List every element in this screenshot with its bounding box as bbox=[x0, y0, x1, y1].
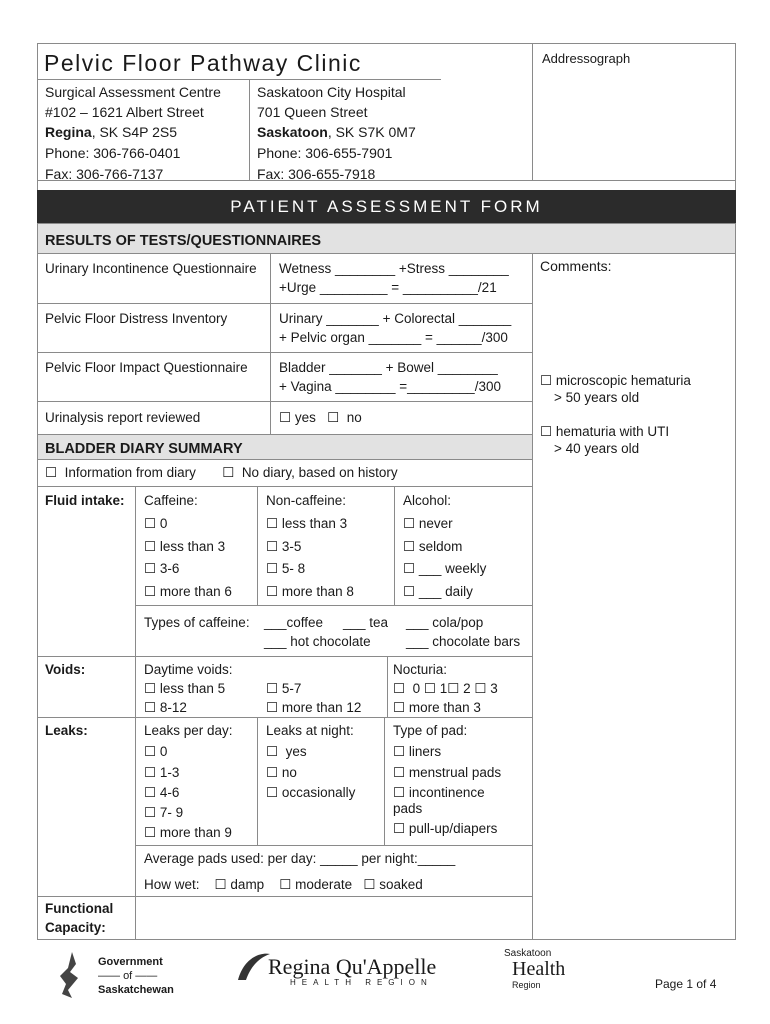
clinic-phone: Phone: 306-655-7901 bbox=[257, 145, 393, 161]
addressograph-label: Addressograph bbox=[542, 51, 631, 66]
option-label: damp bbox=[230, 877, 265, 892]
hematuria-microscopic-age: > 50 years old bbox=[554, 390, 640, 405]
rq-name: Regina Qu'Appelle bbox=[268, 954, 437, 979]
clinic-street: 701 Queen Street bbox=[257, 104, 368, 120]
option-label: more than 12 bbox=[281, 700, 362, 715]
nocturia-option[interactable]: ☐ more than 3 bbox=[393, 700, 481, 715]
alcohol-title: Alcohol: bbox=[403, 493, 452, 508]
type-hot-chocolate: ___ hot chocolate bbox=[264, 634, 371, 649]
page-title: Pelvic Floor Pathway Clinic bbox=[44, 50, 362, 76]
hematuria-microscopic bbox=[540, 372, 691, 389]
option-label: never bbox=[418, 516, 453, 531]
page-number: Page 1 of 4 bbox=[655, 977, 717, 991]
clinic-name: Surgical Assessment Centre bbox=[45, 84, 221, 100]
form-banner: PATIENT ASSESSMENT FORM bbox=[37, 190, 736, 223]
checkbox-damp[interactable]: ☐ bbox=[214, 877, 227, 892]
info-diary-label: Information from diary bbox=[64, 465, 196, 480]
option-label: seldom bbox=[418, 539, 463, 554]
option-label: 0 bbox=[159, 744, 168, 759]
nocturia-title: Nocturia: bbox=[393, 662, 448, 677]
daytime-option[interactable]: ☐ more than 12 bbox=[266, 700, 362, 715]
clinic-fax: Fax: 306-655-7918 bbox=[257, 166, 376, 182]
average-pads: Average pads used: per day: _____ per night:_____ bbox=[144, 851, 456, 866]
daytime-option[interactable]: ☐ 8-12 bbox=[144, 700, 187, 715]
gov-of: of bbox=[123, 970, 133, 982]
option-label: 0 bbox=[159, 516, 168, 531]
rq-subtitle: HEALTH REGION bbox=[290, 978, 433, 987]
leaks-day-option[interactable]: ☐ more than 9 bbox=[144, 825, 232, 840]
pad-option[interactable]: ☐ pull-up/diapers bbox=[393, 821, 498, 836]
functional-label: Functional bbox=[45, 901, 114, 916]
checkbox-no-diary[interactable]: ☐ bbox=[222, 465, 235, 480]
option-label: yes bbox=[285, 744, 307, 759]
results-heading: RESULTS OF TESTS/QUESTIONNAIRES bbox=[38, 224, 735, 253]
alcohol-option[interactable]: ☐ seldom bbox=[403, 539, 463, 554]
city-rest: , SK S7K 0M7 bbox=[327, 124, 416, 140]
comments-label: Comments: bbox=[540, 258, 612, 274]
clinic-city bbox=[45, 124, 177, 141]
checkbox-uti[interactable]: ☐ bbox=[540, 424, 553, 439]
hematuria-text: microscopic hematuria bbox=[555, 373, 691, 388]
pfdi-line1: Urinary _______ + Colorectal _______ bbox=[279, 311, 512, 326]
option-label: pull-up/diapers bbox=[408, 821, 498, 836]
option-label: 7- 9 bbox=[159, 805, 184, 820]
option-label: incontinence bbox=[408, 785, 485, 800]
yes-label: yes bbox=[294, 410, 316, 425]
leaks-day-option[interactable]: ☐ 4-6 bbox=[144, 785, 180, 800]
caffeine-option[interactable]: ☐ 0 bbox=[144, 516, 168, 531]
urinalysis-options bbox=[279, 409, 362, 426]
leaks-night-title: Leaks at night: bbox=[266, 723, 354, 738]
city-rest: , SK S4P 2S5 bbox=[91, 124, 178, 140]
option-label: more than 8 bbox=[281, 584, 354, 599]
pad-option[interactable]: ☐ liners bbox=[393, 744, 442, 759]
option-label: ___ weekly bbox=[418, 561, 487, 576]
option-label: 3-6 bbox=[159, 561, 180, 576]
type-tea: ___ tea bbox=[343, 615, 389, 630]
clinic-city bbox=[257, 124, 416, 141]
option-label: occasionally bbox=[281, 785, 356, 800]
leaks-night-option[interactable]: ☐ occasionally bbox=[266, 785, 356, 800]
uiq-label: Urinary Incontinence Questionnaire bbox=[45, 261, 257, 276]
option-label: ___ daily bbox=[418, 584, 473, 599]
option-label: moderate bbox=[295, 877, 353, 892]
pad-option[interactable]: ☐ incontinence bbox=[393, 785, 485, 800]
how-wet-label: How wet: bbox=[144, 877, 200, 892]
option-label: more than 6 bbox=[159, 584, 232, 599]
types-caffeine-label: Types of caffeine: bbox=[144, 615, 250, 630]
no-diary-label: No diary, based on history bbox=[241, 465, 398, 480]
clinic-name: Saskatoon City Hospital bbox=[257, 84, 406, 100]
voids-label: Voids: bbox=[45, 662, 86, 677]
hematuria-uti bbox=[540, 423, 669, 440]
hematuria-uti-age: > 40 years old bbox=[554, 441, 640, 456]
pad-type-title: Type of pad: bbox=[393, 723, 468, 738]
caffeine-option[interactable]: ☐ less than 3 bbox=[144, 539, 226, 554]
sh-line1: Saskatoon bbox=[504, 948, 552, 959]
option-label: 5- 8 bbox=[281, 561, 306, 576]
clinic-street: #102 – 1621 Albert Street bbox=[45, 104, 204, 120]
daytime-voids-title: Daytime voids: bbox=[144, 662, 233, 677]
bladder-heading: BLADDER DIARY SUMMARY bbox=[38, 435, 532, 459]
noncaffeine-option[interactable]: ☐ 3-5 bbox=[266, 539, 302, 554]
alcohol-option[interactable]: ☐ never bbox=[403, 516, 453, 531]
alcohol-option[interactable]: ☐ ___ weekly bbox=[403, 561, 487, 576]
pfiq-line2: + Vagina ________ =_________/300 bbox=[279, 379, 501, 394]
city-name: Saskatoon bbox=[257, 124, 328, 140]
option-label: less than 3 bbox=[281, 516, 348, 531]
how-wet-row bbox=[144, 876, 423, 893]
option-label: less than 3 bbox=[159, 539, 226, 554]
option-label: more than 9 bbox=[159, 825, 232, 840]
type-coffee: ___coffee bbox=[264, 615, 324, 630]
daytime-option[interactable]: ☐ less than 5 bbox=[144, 681, 226, 696]
option-label: 3-5 bbox=[281, 539, 302, 554]
capacity-label: Capacity: bbox=[45, 920, 106, 935]
clinic-phone: Phone: 306-766-0401 bbox=[45, 145, 181, 161]
leaks-day-option[interactable]: ☐ 1-3 bbox=[144, 765, 180, 780]
pfiq-line1: Bladder _______ + Bowel ________ bbox=[279, 360, 498, 375]
gov-line2: —— of —— bbox=[98, 970, 158, 982]
type-chocolate-bars: ___ chocolate bars bbox=[406, 634, 521, 649]
checkbox-yes[interactable]: ☐ bbox=[279, 410, 292, 425]
clinic-fax: Fax: 306-766-7137 bbox=[45, 166, 164, 182]
option-label: more than 3 bbox=[408, 700, 481, 715]
type-cola: ___ cola/pop bbox=[406, 615, 484, 630]
noncaffeine-title: Non-caffeine: bbox=[266, 493, 347, 508]
checkbox-moderate[interactable]: ☐ bbox=[279, 877, 292, 892]
pad-option[interactable]: ☐ menstrual pads bbox=[393, 765, 502, 780]
flag-icon bbox=[56, 950, 88, 1000]
leaks-day-option[interactable]: ☐ 0 bbox=[144, 744, 168, 759]
city-name: Regina bbox=[45, 124, 92, 140]
option-label: 1-3 bbox=[159, 765, 180, 780]
option-label: 3 bbox=[490, 681, 498, 696]
caffeine-option[interactable]: ☐ more than 6 bbox=[144, 584, 232, 599]
noncaffeine-option[interactable]: ☐ 5- 8 bbox=[266, 561, 306, 576]
fluid-intake-label: Fluid intake: bbox=[45, 493, 125, 508]
option-label: menstrual pads bbox=[408, 765, 502, 780]
leaks-day-option[interactable]: ☐ 7- 9 bbox=[144, 805, 184, 820]
urinalysis-label: Urinalysis report reviewed bbox=[45, 410, 201, 425]
option-label: no bbox=[281, 765, 297, 780]
noncaffeine-option[interactable]: ☐ more than 8 bbox=[266, 584, 354, 599]
caffeine-option[interactable]: ☐ 3-6 bbox=[144, 561, 180, 576]
option-label: 2 bbox=[463, 681, 471, 696]
option-label: 5-7 bbox=[281, 681, 302, 696]
noncaffeine-option[interactable]: ☐ less than 3 bbox=[266, 516, 348, 531]
option-label: 4-6 bbox=[159, 785, 180, 800]
sh-line3: Region bbox=[512, 980, 541, 990]
pfdi-label: Pelvic Floor Distress Inventory bbox=[45, 311, 228, 326]
uiq-line1: Wetness ________ +Stress ________ bbox=[279, 261, 509, 276]
checkbox-no[interactable]: ☐ bbox=[327, 410, 340, 425]
gov-line1: Government bbox=[98, 956, 163, 968]
checkbox-soaked[interactable]: ☐ bbox=[363, 877, 376, 892]
checkbox-info-diary[interactable]: ☐ bbox=[45, 465, 58, 480]
leaks-day-title: Leaks per day: bbox=[144, 723, 233, 738]
leaks-night-option[interactable]: ☐ yes bbox=[266, 744, 307, 759]
daytime-option[interactable]: ☐ 5-7 bbox=[266, 681, 302, 696]
option-label: soaked bbox=[379, 877, 423, 892]
option-label: 8-12 bbox=[159, 700, 187, 715]
uiq-line2: +Urge _________ = __________/21 bbox=[279, 280, 497, 295]
nocturia-counts[interactable]: ☐ 0 ☐ 1☐ 2 ☐ 3 bbox=[393, 681, 498, 696]
alcohol-option[interactable]: ☐ ___ daily bbox=[403, 584, 473, 599]
option-label: less than 5 bbox=[159, 681, 226, 696]
option-label: 1 bbox=[439, 681, 448, 696]
leaks-night-option[interactable]: ☐ no bbox=[266, 765, 297, 780]
option-label: liners bbox=[408, 744, 442, 759]
pfiq-label: Pelvic Floor Impact Questionnaire bbox=[45, 360, 248, 375]
leaks-label: Leaks: bbox=[45, 723, 88, 738]
diary-options bbox=[45, 464, 398, 481]
checkbox-microscopic[interactable]: ☐ bbox=[540, 373, 553, 388]
no-label: no bbox=[346, 410, 362, 425]
sh-line2: Health bbox=[512, 958, 566, 980]
hematuria-text: hematuria with UTI bbox=[555, 424, 670, 439]
caffeine-title: Caffeine: bbox=[144, 493, 198, 508]
pad-option-cont: pads bbox=[393, 801, 423, 816]
pfdi-line2: + Pelvic organ _______ = ______/300 bbox=[279, 330, 508, 345]
gov-line3: Saskatchewan bbox=[98, 984, 174, 996]
option-label: 0 bbox=[412, 681, 421, 696]
